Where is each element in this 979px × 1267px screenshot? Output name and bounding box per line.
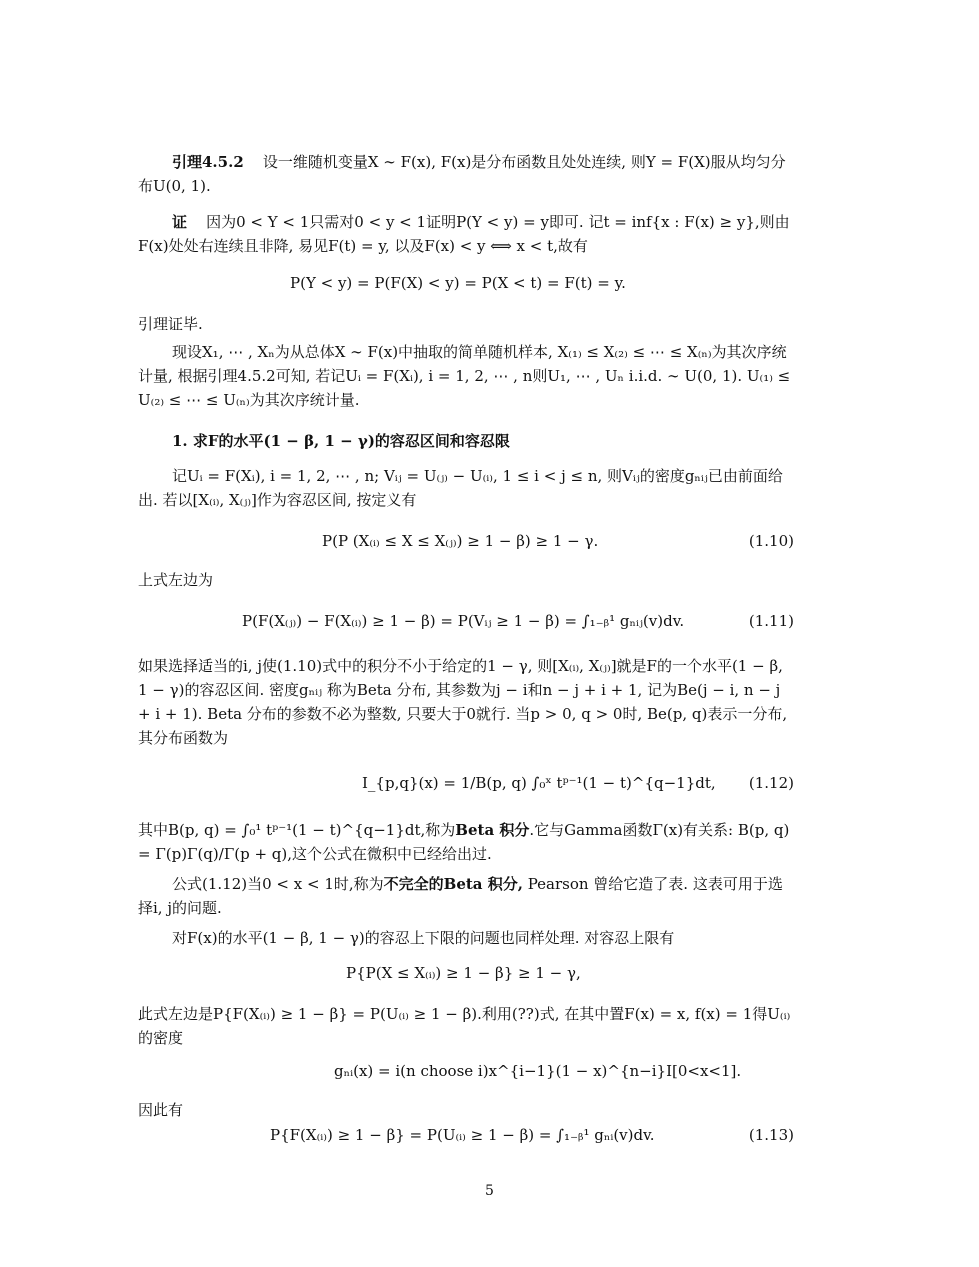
equation-density: gₙᵢ(x) = i(n choose i)x^{i−1}(1 − x)^{n−i}I[0<x<1]. [334, 1062, 742, 1080]
proof-text: 因为0 < Y < 1只需对0 < y < 1证明P(Y < y) = y即可. 记t = inf{x : F(x) ≥ y},则由F(x)处处右连续且非降, 易见F(t) = y, 以及F(x) < y ⟺ x < t,故有 [138, 213, 790, 255]
beta-integral-post: .它与Gamma函数Γ(x)有关系: B(p, q) = Γ(p)Γ(q)/Γ(p + q),这个公式在微积中已经给出过. [138, 821, 790, 863]
equation-number-1-10: (1.10) [748, 532, 794, 550]
equation-number-1-13: (1.13) [748, 1126, 794, 1144]
incomplete-beta-term: 不完全的Beta 积分, [383, 875, 523, 893]
incomplete-beta-pre: 公式(1.12)当0 < x < 1时,称为 [172, 875, 384, 893]
proof-end: 引理证毕. [138, 315, 203, 333]
paragraph-therefore: 因此有 [138, 1101, 184, 1119]
equation-number-1-11: (1.11) [748, 612, 794, 630]
equation-1-13: P{F(X₍ᵢ₎) ≥ 1 − β} = P(U₍ᵢ₎ ≥ 1 − β) = ∫₁₋ᵦ¹ gₙᵢ(v)dv. [270, 1126, 655, 1144]
paragraph-beta: 如果选择适当的i, j使(1.10)式中的积分不小于给定的1 − γ, 则[X₍ᵢ₎, X₍ⱼ₎]就是F的一个水平(1 − β, 1 − γ)的容忍区间. 密度gₙᵢⱼ 称为Beta 分布, 其参数为j − i和n − j + i + 1, 记为Be(j − i, n − j + i + 1). Beta 分布的参数不必为整数, 只要大于0就行. 当p > 0, q > 0时, Be(p, q)表示一分布, 其分布函数为 [138, 657, 788, 747]
equation-1-12: I_{p,q}(x) = 1/B(p, q) ∫₀ˣ tᵖ⁻¹(1 − t)^{q−1}dt, [362, 774, 716, 792]
lemma-paragraph [138, 150, 796, 198]
beta-integral-term: Beta 积分 [455, 821, 530, 839]
paragraph-sample: 现设X₁, ⋯ , Xₙ为从总体X ∼ F(x)中抽取的简单随机样本, X₍₁₎ ≤ X₍₂₎ ≤ ⋯ ≤ X₍ₙ₎为其次序统计量, 根据引理4.5.2可知, 若记Uᵢ = F(Xᵢ), i = 1, 2, ⋯ , n则U₁, ⋯ , Uₙ i.i.d. ∼ U(0, 1). U₍₁₎ ≤ U₍₂₎ ≤ ⋯ ≤ U₍ₙ₎为其次序统计量. [138, 343, 791, 409]
equation-1-11: P(F(X₍ⱼ₎) − F(X₍ᵢ₎) ≥ 1 − β) = P(Vᵢⱼ ≥ 1 − β) = ∫₁₋ᵦ¹ gₙᵢⱼ(v)dv. [242, 612, 685, 630]
page-number: 5 [485, 1183, 494, 1199]
equation-upper-limit: P{P(X ≤ X₍ᵢ₎) ≥ 1 − β} ≥ 1 − γ, [346, 964, 581, 982]
paragraph-beta-integral [138, 818, 796, 866]
incomplete-beta-post: Pearson 曾给它造了表. 这表可用于选择i, j的问题. [138, 875, 783, 917]
proof-label: 证 [172, 213, 188, 231]
lemma-text: 设一维随机变量X ∼ F(x), F(x)是分布函数且处处连续, 则Y = F(X)服从均匀分布U(0, 1). [138, 153, 786, 195]
paragraph-left-side: 上式左边为 [138, 571, 214, 589]
lemma-label: 引理4.5.2 [172, 153, 244, 171]
paragraph-upper-limit: 对F(x)的水平(1 − β, 1 − γ)的容忍上下限的问题也同样处理. 对容忍上限有 [172, 929, 675, 947]
equation-1-10: P(P (X₍ᵢ₎ ≤ X ≤ X₍ⱼ₎) ≥ 1 − β) ≥ 1 − γ. [322, 532, 599, 550]
paragraph-incomplete-beta [138, 872, 796, 920]
proof-paragraph [138, 210, 796, 258]
equation-number-1-12: (1.12) [748, 774, 794, 792]
section-title: 1. 求F的水平(1 − β, 1 − γ)的容忍区间和容忍限 [172, 432, 510, 450]
paragraph-vij: 记Uᵢ = F(Xᵢ), i = 1, 2, ⋯ , n; Vᵢⱼ = U₍ⱼ₎ − U₍ᵢ₎, 1 ≤ i < j ≤ n, 则Vᵢⱼ的密度gₙᵢⱼ已由前面给出. 若以[X₍ᵢ₎, X₍ⱼ₎]作为容忍区间, 按定义有 [138, 467, 783, 509]
proof-equation: P(Y < y) = P(F(X) < y) = P(X < t) = F(t) = y. [290, 274, 626, 292]
paragraph-density: 此式左边是P{F(X₍ᵢ₎) ≥ 1 − β} = P(U₍ᵢ₎ ≥ 1 − β).利用(??)式, 在其中置F(x) = x, f(x) = 1得U₍ᵢ₎的密度 [138, 1005, 791, 1047]
beta-integral-pre: 其中B(p, q) = ∫₀¹ tᵖ⁻¹(1 − t)^{q−1}dt,称为 [138, 821, 456, 839]
